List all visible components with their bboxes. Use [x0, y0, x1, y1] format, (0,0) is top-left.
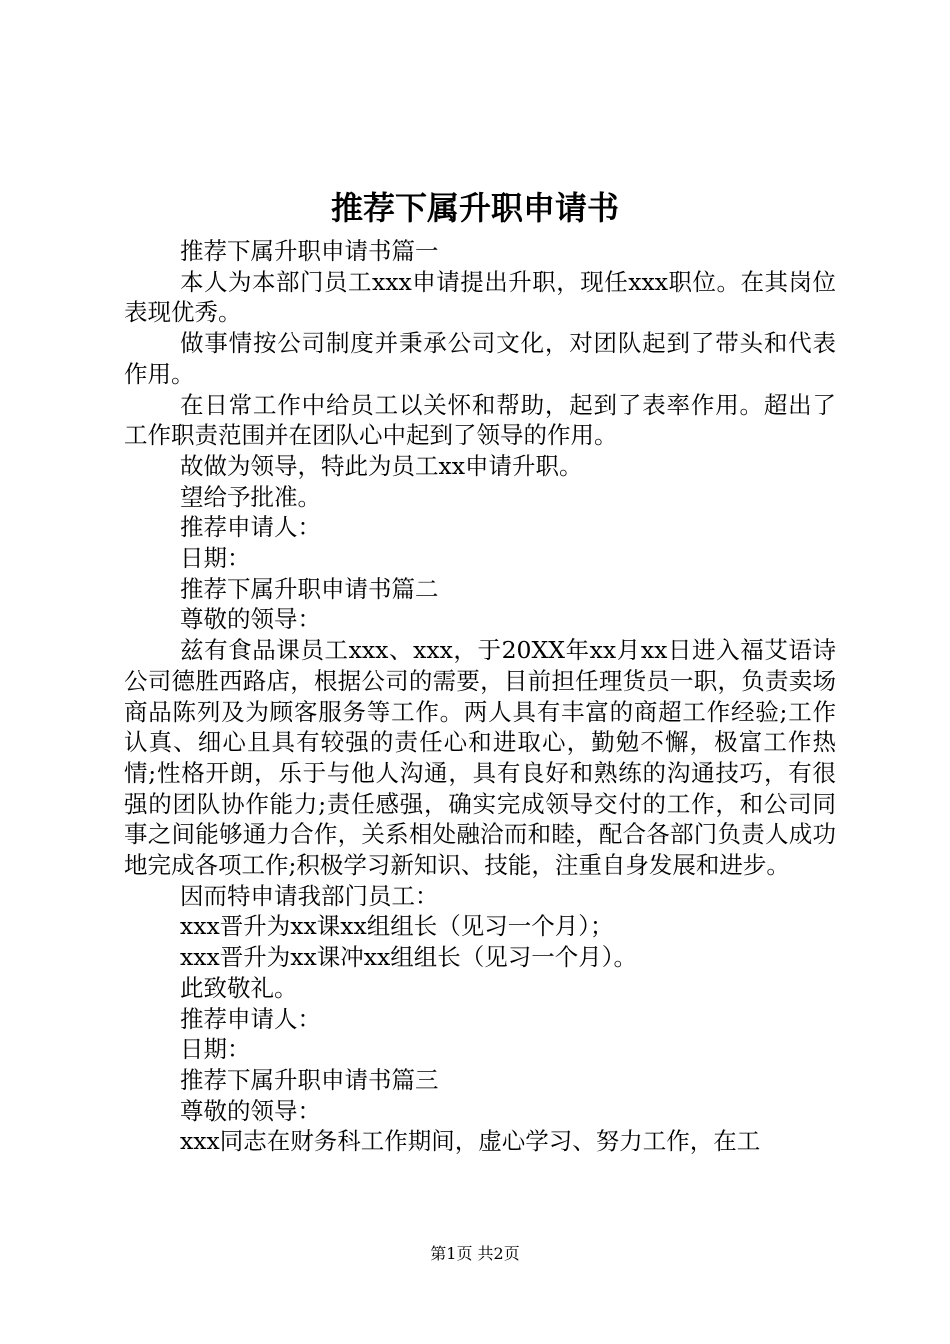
paragraph: 推荐下属升职申请书篇一: [180, 237, 439, 265]
paragraph: 做事情按公司制度并秉承公司文化，对团队起到了带头和代表作用。: [124, 329, 836, 388]
paragraph: 本人为本部门员工xxx申请提出升职，现任xxx职位。在其岗位表现优秀。: [124, 267, 836, 327]
paragraph: xxx晋升为xx课xx组组长（见习一个月）；: [180, 912, 614, 941]
paragraph: 推荐下属升职申请书篇二: [180, 574, 439, 603]
paragraph: xxx晋升为xx课冲xx组组长（见习一个月）。: [180, 943, 638, 972]
paragraph: 尊敬的领导：: [180, 605, 321, 634]
paragraph: 在日常工作中给员工以关怀和帮助，起到了表率作用。超出了工作职责范围并在团队心中起到了领导的作用。: [124, 390, 836, 450]
paragraph: 日期：: [180, 544, 251, 573]
paragraph: xxx同志在财务科工作期间，虚心学习、努力工作，在工: [180, 1127, 761, 1156]
paragraph: 尊敬的领导：: [180, 1096, 321, 1125]
paragraph: 此致敬礼。: [180, 973, 298, 1002]
paragraph: 因而特申请我部门员工：: [180, 881, 439, 910]
paragraph: 推荐申请人：: [180, 513, 321, 542]
paragraph: 日期：: [180, 1035, 251, 1064]
paragraph: 推荐下属升职申请书篇三: [180, 1065, 439, 1094]
document-body: [124, 236, 836, 1157]
paragraph: 兹有食品课员工xxx、xxx，于20XX年xx月xx日进入福艾语诗公司德胜西路店，根据公司的需要，目前担任理货员一职，负责卖场商品陈列及为顾客服务等工作。两人具有丰富的商超工作经验;工作认真、细心且具有较强的责任心和进取心，勤勉不懈，极富工作热情;性格开朗，乐于与他人沟通，具有良好和熟练的沟通技巧，有很强的团队协作能力;责任感强，确实完成领导交付的工作，和公司同事之间能够通力合作，关系相处融洽而和睦，配合各部门负责人成功地完成各项工作;积极学习新知识、技能，注重自身发展和进步。: [124, 636, 836, 880]
paragraph: 故做为领导，特此为员工xx申请升职。: [180, 451, 583, 480]
paragraph: 望给予批准。: [180, 482, 321, 511]
page-footer: 第1页 共2页: [430, 1244, 520, 1263]
document-title: 推荐下属升职申请书: [330, 189, 619, 227]
paragraph: 推荐申请人：: [180, 1004, 321, 1033]
